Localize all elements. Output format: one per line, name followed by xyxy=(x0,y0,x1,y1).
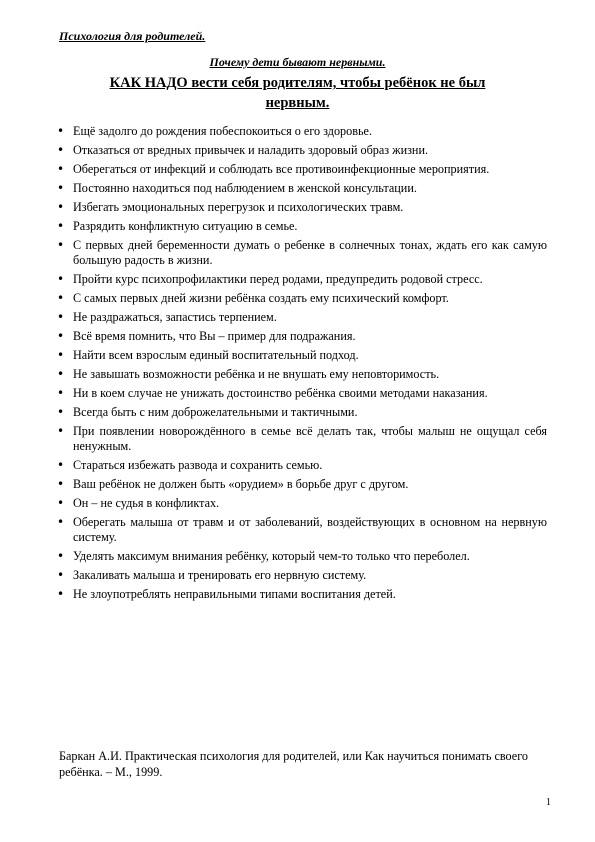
list-item: • Пройти курс психопрофилактики перед родами, предупредить родовой стресс. xyxy=(55,272,547,287)
list-item: • Отказаться от вредных привычек и наладить здоровый образ жизни. xyxy=(55,143,547,158)
subtitle: Почему дети бывают нервными. xyxy=(209,55,386,69)
list-item: • Ваш ребёнок не должен быть «орудием» в борьбе друг с другом. xyxy=(55,477,547,492)
list-item: • Ещё задолго до рождения побеспокоиться о его здоровье. xyxy=(55,124,547,139)
list-item: • Оберегаться от инфекций и соблюдать все противоинфекционные мероприятия. xyxy=(55,162,547,177)
list-item: • С первых дней беременности думать о ребенке в солнечных тонах, ждать его как самую большую радость в жизни. xyxy=(55,238,547,268)
list-item: • Оберегать малыша от травм и от заболеваний, воздействующих в основном на нервную систему. xyxy=(55,515,547,545)
bibliographic-reference: Баркан А.И. Практическая психология для родителей, или Как научиться понимать своего ребёнка. – М., 1999. xyxy=(59,749,528,779)
list-item: • Уделять максимум внимания ребёнку, который чем-то только что переболел. xyxy=(55,549,547,564)
page-title: КАК НАДО вести себя родителям, чтобы ребёнок не был нервным. xyxy=(109,75,486,111)
recommendation-list xyxy=(55,124,547,606)
list-item: • Всегда быть с ним доброжелательными и тактичными. xyxy=(55,405,547,420)
list-item: • Постоянно находиться под наблюдением в женской консультации. xyxy=(55,181,547,196)
list-item: • Закаливать малыша и тренировать его нервную систему. xyxy=(55,568,547,583)
list-item: • Всё время помнить, что Вы – пример для подражания. xyxy=(55,329,547,344)
list-item: • Найти всем взрослым единый воспитательный подход. xyxy=(55,348,547,363)
list-item: • Разрядить конфликтную ситуацию в семье. xyxy=(55,219,547,234)
list-item: • Не раздражаться, запастись терпением. xyxy=(55,310,547,325)
list-item: • При появлении новорождённого в семье всё делать так, чтобы малыш не ощущал себя ненужным. xyxy=(55,424,547,454)
list-item: • Ни в коем случае не унижать достоинство ребёнка своими методами наказания. xyxy=(55,386,547,401)
list-item: • Не завышать возможности ребёнка и не внушать ему неповторимость. xyxy=(55,367,547,382)
list-item: • Стараться избежать развода и сохранить семью. xyxy=(55,458,547,473)
list-item: • Избегать эмоциональных перегрузок и психологических травм. xyxy=(55,200,547,215)
list-item: • Не злоупотреблять неправильными типами воспитания детей. xyxy=(55,587,547,602)
list-item: • С самых первых дней жизни ребёнка создать ему психический комфорт. xyxy=(55,291,547,306)
section-header: Психология для родителей. xyxy=(59,29,206,43)
page-number: 1 xyxy=(546,797,551,808)
list-item: • Он – не судья в конфликтах. xyxy=(55,496,547,511)
